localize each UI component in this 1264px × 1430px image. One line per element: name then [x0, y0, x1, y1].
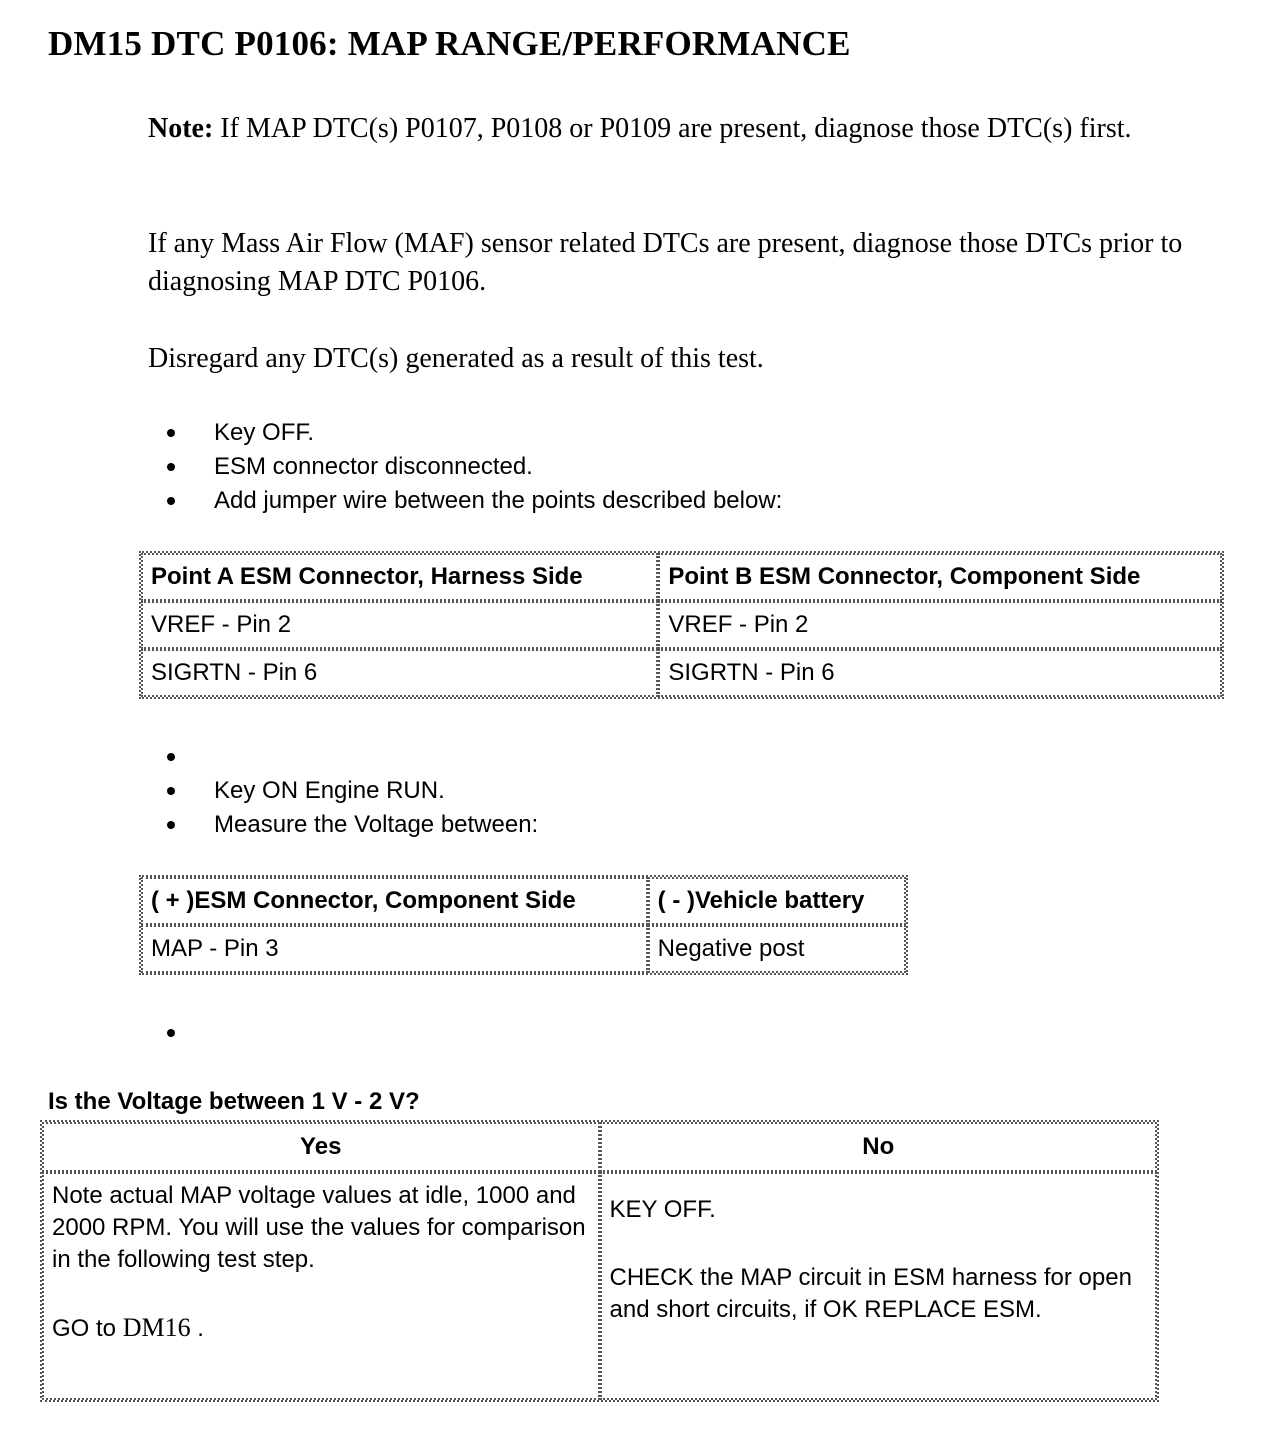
- bullet-icon: [167, 821, 175, 829]
- list-item: [165, 774, 538, 808]
- table-header-row: [141, 877, 906, 925]
- table-cell: MAP - Pin 3: [141, 925, 648, 973]
- yes-action-suffix: .: [190, 1315, 204, 1342]
- list-item: [165, 416, 782, 450]
- measure-steps-list: [165, 740, 538, 842]
- no-column-header: No: [600, 1122, 1158, 1172]
- table-cell: Negative post: [648, 925, 906, 973]
- spacer: [52, 1276, 590, 1312]
- yes-column-header: Yes: [42, 1122, 600, 1172]
- table-row: [141, 649, 1222, 697]
- column-header: ( - )Vehicle battery: [648, 877, 906, 925]
- bullet-icon: [167, 497, 175, 505]
- decision-table: [40, 1120, 1159, 1402]
- bullet-icon: [167, 1029, 175, 1037]
- decision-question: Is the Voltage between 1 V - 2 V?: [48, 1088, 420, 1115]
- step-text: Add jumper wire between the points described below:: [214, 487, 783, 514]
- table-cell: SIGRTN - Pin 6: [141, 649, 658, 697]
- step-text: Measure the Voltage between:: [214, 811, 539, 838]
- dm16-link[interactable]: DM16: [122, 1313, 191, 1342]
- setup-steps-list: [165, 416, 782, 518]
- column-header: ( + )ESM Connector, Component Side: [141, 877, 648, 925]
- step-text: ESM connector disconnected.: [214, 453, 533, 480]
- table-row: [141, 601, 1222, 649]
- no-step-check: CHECK the MAP circuit in ESM harness for open and short circuits, if OK REPLACE ESM.: [609, 1264, 1132, 1323]
- column-header: Point A ESM Connector, Harness Side: [141, 553, 658, 601]
- bullet-icon: [167, 787, 175, 795]
- no-cell: [600, 1172, 1158, 1400]
- note-label: Note:: [148, 113, 214, 144]
- step-text: Key OFF.: [214, 419, 315, 446]
- jumper-points-table: [139, 551, 1224, 699]
- table-cell: SIGRTN - Pin 6: [658, 649, 1222, 697]
- spacer: [610, 1226, 1148, 1262]
- table-cell: VREF - Pin 2: [658, 601, 1222, 649]
- table-cell: VREF - Pin 2: [141, 601, 658, 649]
- yes-action: [52, 1312, 590, 1345]
- table-row: [141, 925, 906, 973]
- list-item: [165, 1016, 214, 1050]
- maf-note-paragraph: If any Mass Air Flow (MAF) sensor related DTCs are present, diagnose those DTCs prior to diagnosing MAP DTC P0106.: [148, 228, 1183, 297]
- step-text: Key ON Engine RUN.: [214, 777, 445, 804]
- bullet-icon: [167, 429, 175, 437]
- yes-action-prefix: GO to: [52, 1315, 123, 1342]
- bullet-icon: [167, 753, 175, 761]
- yes-cell: [42, 1172, 600, 1400]
- yes-instructions: Note actual MAP voltage values at idle, 1000 and 2000 RPM. You will use the values for comparison in the following test step.: [52, 1182, 586, 1273]
- page-title: DM15 DTC P0106: MAP RANGE/PERFORMANCE: [48, 24, 851, 63]
- no-step-key-off: KEY OFF.: [609, 1196, 716, 1223]
- list-item: [165, 484, 782, 518]
- table-header-row: [141, 553, 1222, 601]
- final-steps-list: [165, 1016, 214, 1050]
- table-header-row: [42, 1122, 1157, 1172]
- list-item: [165, 450, 782, 484]
- bullet-icon: [167, 463, 175, 471]
- disregard-note-paragraph: Disregard any DTC(s) generated as a result of this test.: [148, 343, 764, 374]
- list-item: [165, 808, 538, 842]
- note-paragraph: [148, 110, 1208, 148]
- column-header: Point B ESM Connector, Component Side: [658, 553, 1222, 601]
- note-text: If MAP DTC(s) P0107, P0108 or P0109 are present, diagnose those DTC(s) first.: [213, 113, 1132, 144]
- list-item: [165, 740, 538, 774]
- voltage-measure-table: [139, 875, 908, 975]
- table-row: [42, 1172, 1157, 1400]
